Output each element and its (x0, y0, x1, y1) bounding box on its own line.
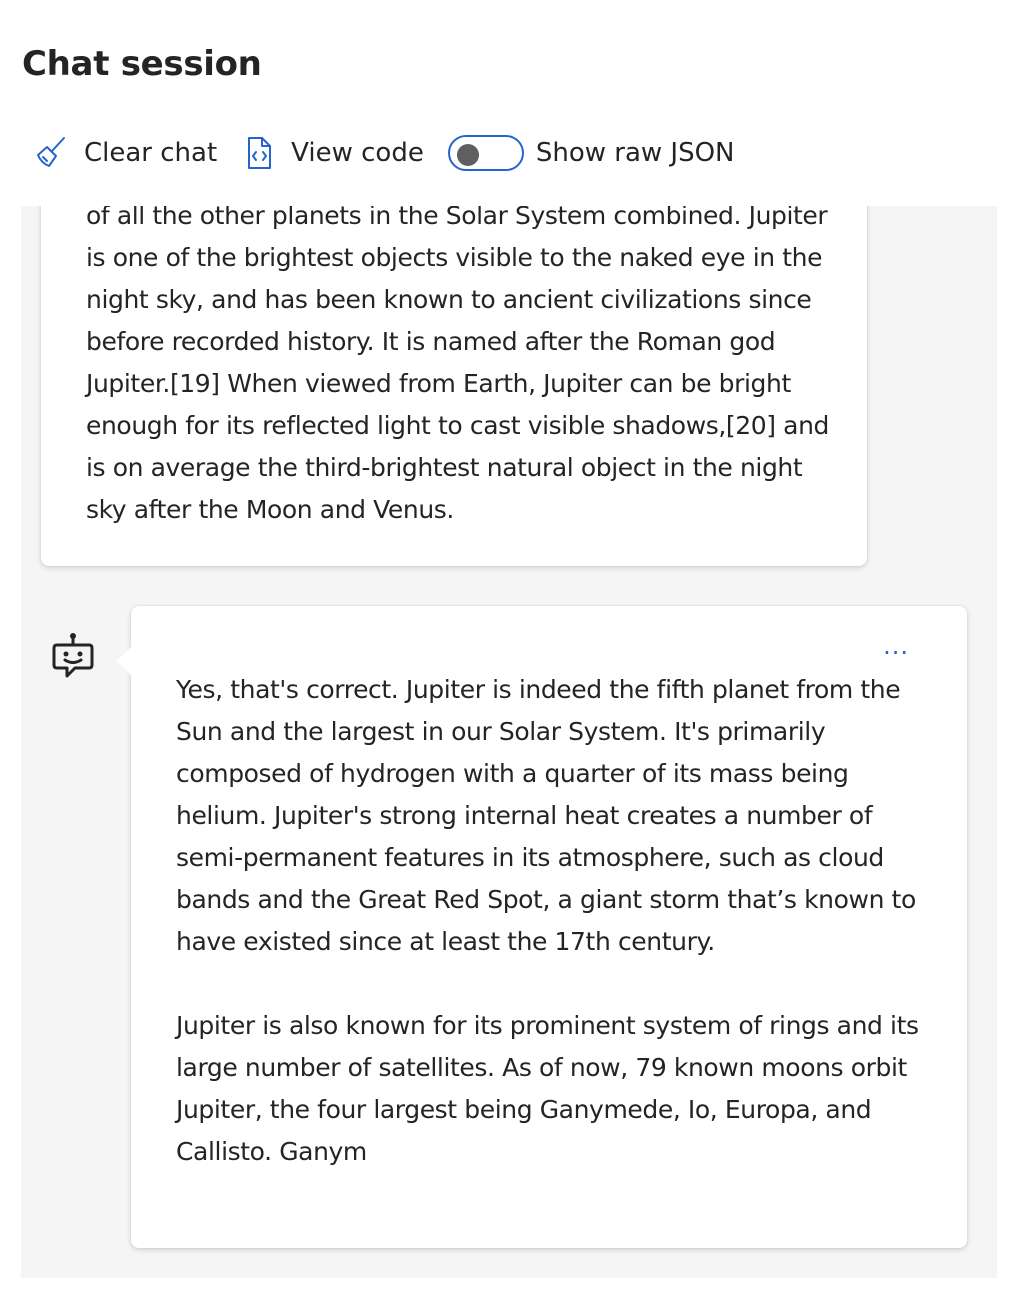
user-message-text: of all the other planets in the Solar System combined. Jupiter is one of the brightest objects visible to the naked eye in the night sky, and has been known to ancient civilizations since before recorded history. It is named after the Roman god Jupiter.[19] When viewed from Earth, Jupiter can be bright enough for its reflected light to cast visible shadows,[20] and is on average the third-brightest natural object in the night sky after the Moon and Venus. (86, 206, 830, 524)
toolbar (34, 128, 735, 178)
user-message (41, 206, 867, 566)
show-raw-json-toggle[interactable] (448, 135, 524, 171)
bot-icon (51, 632, 97, 684)
assistant-message-text (176, 669, 936, 1173)
broom-icon (34, 135, 70, 171)
clear-chat-label: Clear chat (84, 138, 218, 168)
code-file-icon (241, 135, 277, 171)
clear-chat-button[interactable] (34, 135, 217, 171)
more-options-button[interactable]: ... (883, 632, 909, 660)
assistant-message (131, 606, 967, 1248)
bubble-pointer (117, 646, 132, 676)
toggle-knob (457, 144, 479, 166)
view-code-label: View code (291, 138, 424, 168)
view-code-button[interactable] (241, 135, 424, 171)
page-title: Chat session (22, 44, 262, 84)
assistant-paragraph: Yes, that's correct. Jupiter is indeed the fifth planet from the Sun and the largest in our Solar System. It's primarily composed of hydrogen with a quarter of its mass being helium. Jupiter's strong internal heat creates a number of semi-permanent features in its atmosphere, such as cloud bands and the Great Red Spot, a giant storm that’s known to have existed since at least the 17th century. (176, 675, 916, 956)
chat-area[interactable] (21, 206, 997, 1278)
assistant-paragraph: Jupiter is also known for its prominent system of rings and its large number of satellites. As of now, 79 known moons orbit Jupiter, the four largest being Ganymede, Io, Europa, and Callisto. Ganym (176, 1011, 919, 1166)
show-raw-json-label: Show raw JSON (535, 138, 735, 168)
